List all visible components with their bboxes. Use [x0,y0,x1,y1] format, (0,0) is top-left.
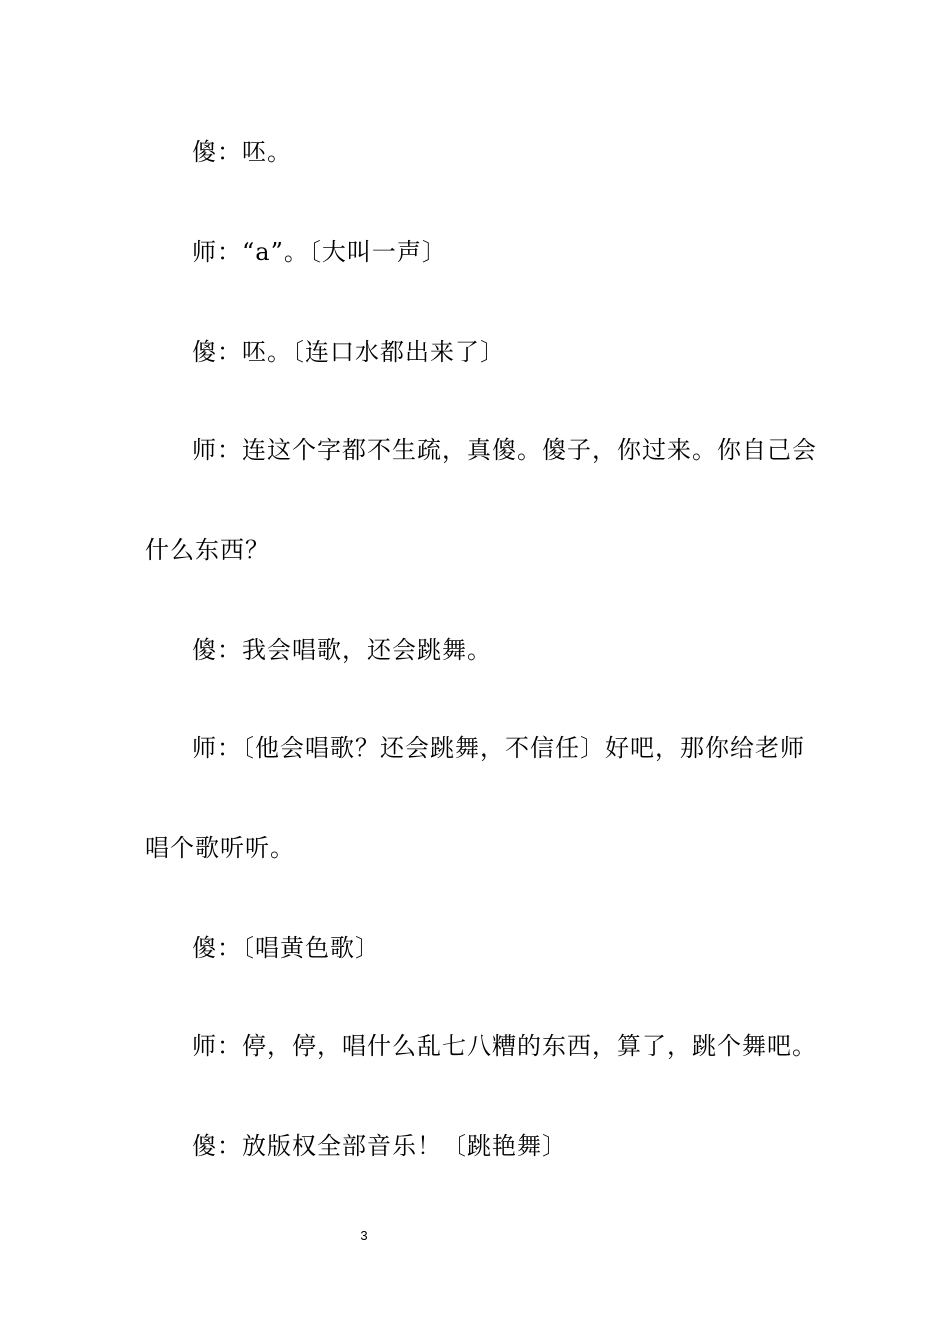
dialogue-line-continuation: 唱个歌听听。 [145,834,295,862]
dialogue-line: 傻：呸。〔连口水都出来了〕 [192,338,505,366]
dialogue-line: 师：〔他会唱歌？还会跳舞，不信任〕好吧，那你给老师 [192,734,805,762]
dialogue-line: 师：连这个字都不生疏，真傻。傻子，你过来。你自己会 [192,436,817,464]
dialogue-line: 师：停，停，唱什么乱七八糟的东西，算了，跳个舞吧。 [192,1032,817,1060]
dialogue-line: 傻：〔唱黄色歌〕 [192,934,380,962]
dialogue-line: 傻：呸。 [192,138,292,166]
dialogue-line: 傻：我会唱歌，还会跳舞。 [192,636,492,664]
dialogue-line: 师：“a”。〔大叫一声〕 [192,238,447,266]
dialogue-line-continuation: 什么东西？ [145,536,270,564]
page-number: 3 [360,1228,368,1243]
dialogue-line: 傻：放版权全部音乐！〔跳艳舞〕 [192,1132,567,1160]
